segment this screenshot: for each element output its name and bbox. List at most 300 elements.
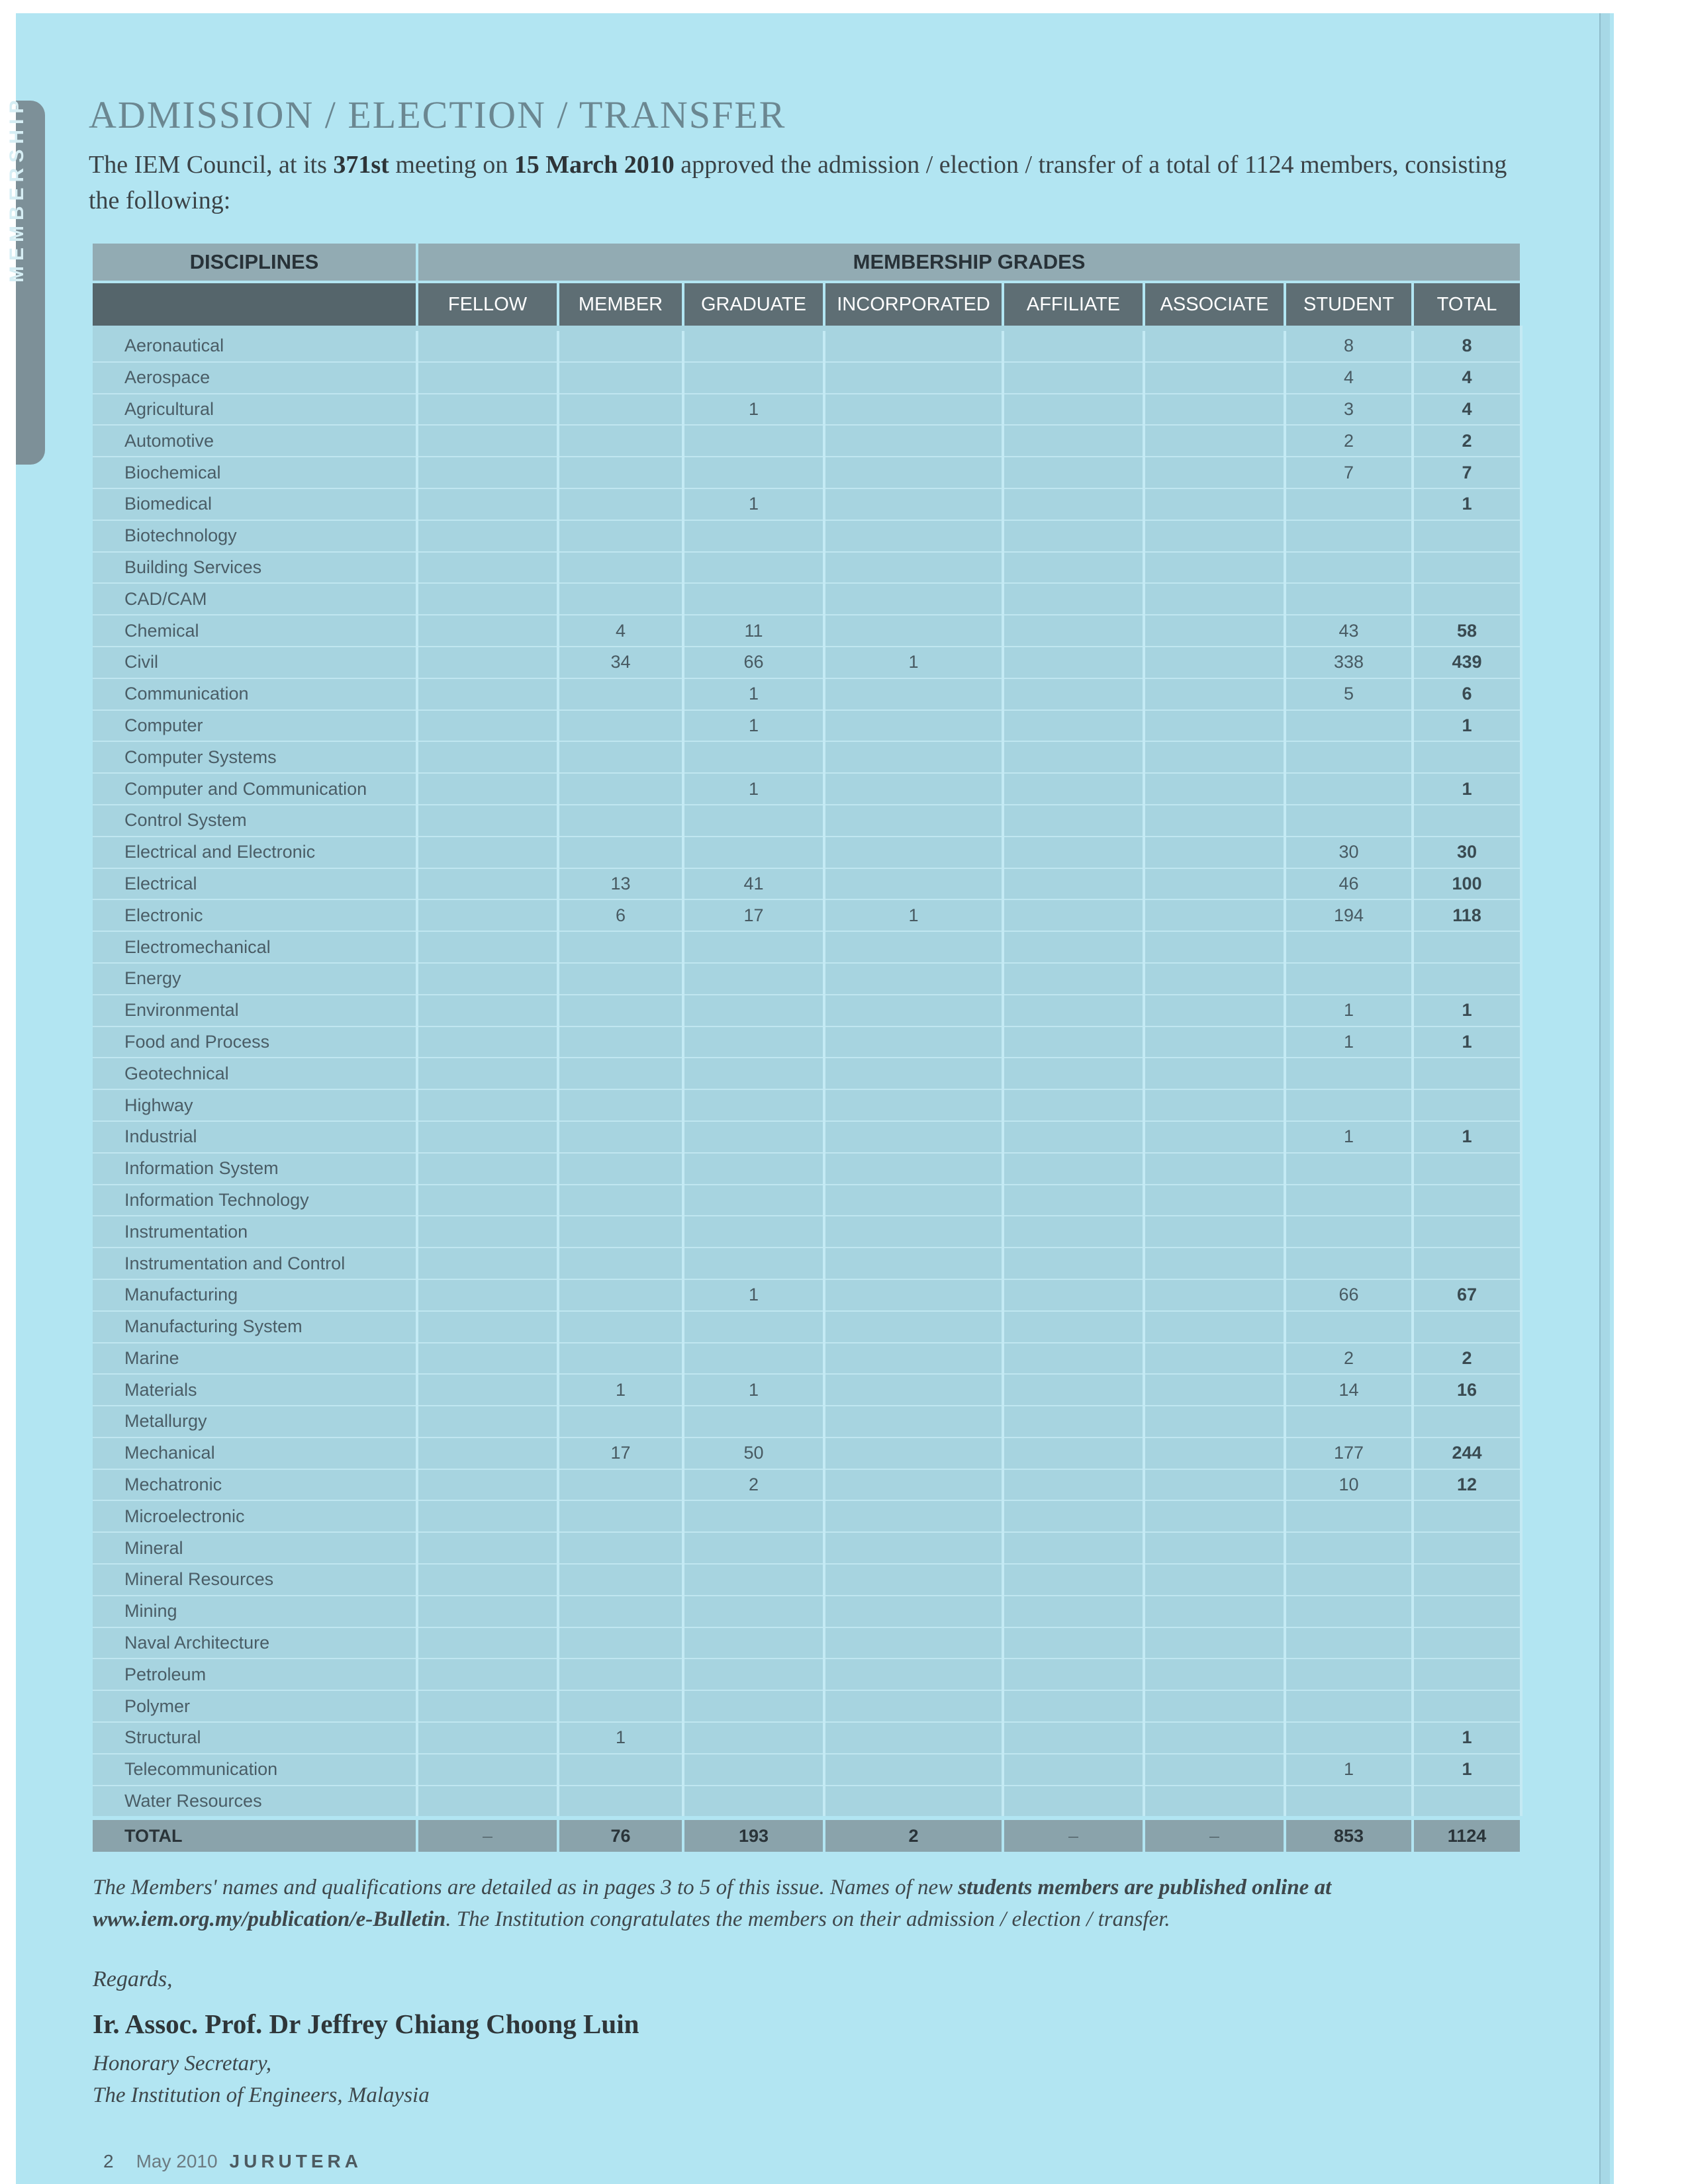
grade-count-cell xyxy=(417,1185,558,1216)
grade-count-cell xyxy=(558,457,683,488)
table-row xyxy=(93,741,1521,773)
row-total-cell: 1 xyxy=(1413,710,1521,742)
grade-count-cell xyxy=(1144,1627,1285,1659)
grade-count-cell xyxy=(558,1532,683,1564)
grade-count-cell xyxy=(1285,1722,1413,1754)
discipline-name: Civil xyxy=(93,647,417,678)
grade-count-cell xyxy=(558,710,683,742)
row-total-cell xyxy=(1413,1089,1521,1121)
grade-count-cell xyxy=(1003,805,1144,837)
membership-grid xyxy=(93,244,1523,1852)
row-total-cell: 439 xyxy=(1413,647,1521,678)
row-total-cell: 4 xyxy=(1413,362,1521,394)
total-cell: 76 xyxy=(558,1818,683,1852)
grade-count-cell xyxy=(824,583,1003,615)
row-total-cell: 1 xyxy=(1413,1722,1521,1754)
grade-count-cell: 1 xyxy=(824,899,1003,931)
grade-count-cell xyxy=(1003,1248,1144,1279)
section-side-tab: MEMBERSHIP xyxy=(16,101,45,465)
row-total-cell: 7 xyxy=(1413,457,1521,488)
grade-count-cell: 1 xyxy=(824,647,1003,678)
grade-count-cell xyxy=(417,331,558,362)
grade-count-cell: 338 xyxy=(1285,647,1413,678)
grade-count-cell xyxy=(558,1343,683,1375)
grade-count-cell xyxy=(824,1627,1003,1659)
grade-count-cell xyxy=(558,1690,683,1722)
grade-count-cell xyxy=(558,1754,683,1786)
table-row xyxy=(93,1627,1521,1659)
grade-count-cell xyxy=(824,931,1003,963)
row-total-cell: 100 xyxy=(1413,868,1521,900)
discipline-name: Manufacturing System xyxy=(93,1311,417,1343)
grade-count-cell xyxy=(824,1248,1003,1279)
grade-count-cell xyxy=(1003,1722,1144,1754)
discipline-name: Biotechnology xyxy=(93,520,417,552)
row-total-cell xyxy=(1413,1248,1521,1279)
grade-count-cell xyxy=(417,1279,558,1311)
grade-count-cell xyxy=(1144,710,1285,742)
grade-count-cell xyxy=(417,488,558,520)
discipline-name: Computer Systems xyxy=(93,741,417,773)
grade-count-cell: 1 xyxy=(1285,995,1413,1026)
discipline-name: Information System xyxy=(93,1153,417,1185)
grade-count-cell: 2 xyxy=(1285,425,1413,457)
row-total-cell xyxy=(1413,552,1521,584)
grade-count-cell xyxy=(824,1754,1003,1786)
grade-count-cell xyxy=(558,425,683,457)
grade-count-cell xyxy=(417,1754,558,1786)
issue-date: May 2010 xyxy=(136,2151,218,2171)
grade-count-cell xyxy=(1003,1406,1144,1437)
grade-count-cell xyxy=(824,488,1003,520)
grade-count-cell xyxy=(1144,963,1285,995)
row-total-cell: 1 xyxy=(1413,1026,1521,1058)
grade-count-cell xyxy=(417,520,558,552)
table-row xyxy=(93,1469,1521,1501)
grade-count-cell xyxy=(558,362,683,394)
disciplines-header-blank xyxy=(93,282,417,326)
grade-count-cell xyxy=(417,1311,558,1343)
table-row xyxy=(93,615,1521,647)
discipline-name: Communication xyxy=(93,678,417,710)
grade-count-cell: 6 xyxy=(558,899,683,931)
grade-count-cell xyxy=(1003,362,1144,394)
grade-count-cell: 1 xyxy=(1285,1121,1413,1153)
grade-count-cell xyxy=(824,1343,1003,1375)
grade-count-cell xyxy=(417,1627,558,1659)
discipline-name: Water Resources xyxy=(93,1786,417,1819)
grade-count-cell xyxy=(1144,868,1285,900)
grade-count-cell xyxy=(824,1659,1003,1690)
discipline-name: Automotive xyxy=(93,425,417,457)
grade-count-cell xyxy=(1144,1121,1285,1153)
grade-count-cell xyxy=(683,995,824,1026)
grade-count-cell xyxy=(1285,1248,1413,1279)
grade-count-cell: 10 xyxy=(1285,1469,1413,1501)
grade-count-cell xyxy=(1144,899,1285,931)
table-row xyxy=(93,1564,1521,1596)
grade-count-cell: 194 xyxy=(1285,899,1413,931)
grade-count-cell xyxy=(1003,425,1144,457)
grade-count-cell xyxy=(1003,520,1144,552)
page-footer xyxy=(103,2151,362,2172)
discipline-name: Biomedical xyxy=(93,488,417,520)
grade-count-cell xyxy=(824,837,1003,868)
grade-count-cell: 11 xyxy=(683,615,824,647)
discipline-name: Highway xyxy=(93,1089,417,1121)
intro-text: The IEM Council, at its xyxy=(89,151,334,179)
table-row xyxy=(93,583,1521,615)
grade-count-cell xyxy=(1144,995,1285,1026)
discipline-name: Chemical xyxy=(93,615,417,647)
discipline-name: Mineral Resources xyxy=(93,1564,417,1596)
grade-count-cell xyxy=(1144,1374,1285,1406)
table-row xyxy=(93,837,1521,868)
grade-count-cell xyxy=(683,1058,824,1089)
grade-count-cell: 2 xyxy=(1285,1343,1413,1375)
row-total-cell xyxy=(1413,1786,1521,1819)
grade-count-cell xyxy=(417,457,558,488)
table-row xyxy=(93,1089,1521,1121)
membership-table xyxy=(93,244,1521,1852)
discipline-name: Environmental xyxy=(93,995,417,1026)
grade-count-cell: 1 xyxy=(1285,1754,1413,1786)
discipline-name: Naval Architecture xyxy=(93,1627,417,1659)
table-row xyxy=(93,488,1521,520)
grade-count-cell xyxy=(683,1722,824,1754)
discipline-name: Instrumentation and Control xyxy=(93,1248,417,1279)
table-row xyxy=(93,963,1521,995)
row-total-cell xyxy=(1413,1153,1521,1185)
grade-count-cell xyxy=(417,1469,558,1501)
grade-count-cell xyxy=(1003,1026,1144,1058)
grade-count-cell xyxy=(824,710,1003,742)
grade-count-cell xyxy=(1144,1596,1285,1627)
grade-count-cell xyxy=(683,1690,824,1722)
grade-count-cell xyxy=(683,1564,824,1596)
table-row xyxy=(93,1311,1521,1343)
table-row xyxy=(93,1406,1521,1437)
grade-count-cell xyxy=(558,1406,683,1437)
table-row xyxy=(93,773,1521,805)
grade-count-cell xyxy=(558,741,683,773)
intro-text: meeting on xyxy=(389,151,514,179)
row-total-cell: 58 xyxy=(1413,615,1521,647)
grade-count-cell xyxy=(417,394,558,426)
grade-count-cell xyxy=(824,805,1003,837)
grade-count-cell xyxy=(558,1216,683,1248)
grade-count-cell xyxy=(824,963,1003,995)
column-header: AFFILIATE xyxy=(1003,282,1144,326)
grade-count-cell: 3 xyxy=(1285,394,1413,426)
grade-count-cell xyxy=(1144,1153,1285,1185)
grade-count-cell xyxy=(417,995,558,1026)
discipline-name: Electrical xyxy=(93,868,417,900)
row-total-cell: 118 xyxy=(1413,899,1521,931)
grade-count-cell xyxy=(824,362,1003,394)
grade-count-cell xyxy=(1144,1406,1285,1437)
grade-count-cell xyxy=(417,1659,558,1690)
row-total-cell xyxy=(1413,1690,1521,1722)
grade-count-cell: 17 xyxy=(683,899,824,931)
grade-count-cell xyxy=(824,1058,1003,1089)
grade-count-cell xyxy=(558,1311,683,1343)
row-total-cell xyxy=(1413,741,1521,773)
grade-count-cell xyxy=(1144,1279,1285,1311)
table-row xyxy=(93,1754,1521,1786)
row-total-cell xyxy=(1413,1596,1521,1627)
intro-paragraph xyxy=(89,147,1532,218)
grade-count-cell xyxy=(558,1121,683,1153)
grade-count-cell: 1 xyxy=(683,710,824,742)
grade-count-cell xyxy=(683,963,824,995)
grade-count-cell xyxy=(558,1153,683,1185)
grade-count-cell xyxy=(417,805,558,837)
grade-count-cell xyxy=(683,1754,824,1786)
discipline-name: Food and Process xyxy=(93,1026,417,1058)
grade-count-cell xyxy=(824,1786,1003,1819)
grade-count-cell xyxy=(683,552,824,584)
grade-count-cell xyxy=(417,1153,558,1185)
table-row xyxy=(93,678,1521,710)
grade-count-cell: 66 xyxy=(683,647,824,678)
grade-count-cell: 7 xyxy=(1285,457,1413,488)
grade-count-cell xyxy=(1285,741,1413,773)
grade-count-cell xyxy=(1003,868,1144,900)
row-total-cell: 6 xyxy=(1413,678,1521,710)
discipline-name: Building Services xyxy=(93,552,417,584)
grade-count-cell: 30 xyxy=(1285,837,1413,868)
table-row xyxy=(93,1121,1521,1153)
grade-count-cell xyxy=(824,1596,1003,1627)
grade-count-cell xyxy=(1144,647,1285,678)
grade-count-cell xyxy=(1285,1596,1413,1627)
grade-count-cell xyxy=(1144,1786,1285,1819)
grade-count-cell: 8 xyxy=(1285,331,1413,362)
regards: Regards, xyxy=(93,1967,173,1991)
discipline-name: Microelectronic xyxy=(93,1500,417,1532)
grade-count-cell xyxy=(1144,1500,1285,1532)
grade-count-cell xyxy=(1003,1153,1144,1185)
discipline-name: Aeronautical xyxy=(93,331,417,362)
grade-count-cell: 177 xyxy=(1285,1437,1413,1469)
discipline-name: Manufacturing xyxy=(93,1279,417,1311)
grade-count-cell xyxy=(1285,1690,1413,1722)
grade-count-cell xyxy=(683,1596,824,1627)
table-row xyxy=(93,1690,1521,1722)
grade-count-cell xyxy=(558,1089,683,1121)
grade-count-cell xyxy=(824,520,1003,552)
grade-count-cell xyxy=(558,1185,683,1216)
grade-count-cell xyxy=(1144,394,1285,426)
grade-count-cell xyxy=(417,1216,558,1248)
grade-count-cell xyxy=(558,1659,683,1690)
grade-count-cell xyxy=(1003,773,1144,805)
grade-count-cell: 1 xyxy=(683,1279,824,1311)
grade-count-cell xyxy=(417,1564,558,1596)
grade-count-cell xyxy=(1285,805,1413,837)
grade-count-cell xyxy=(1003,1500,1144,1532)
grade-count-cell xyxy=(683,1248,824,1279)
grade-count-cell xyxy=(824,1406,1003,1437)
row-total-cell: 1 xyxy=(1413,488,1521,520)
grade-count-cell xyxy=(417,678,558,710)
table-row xyxy=(93,1532,1521,1564)
table-row xyxy=(93,331,1521,362)
grade-count-cell xyxy=(683,362,824,394)
grade-count-cell xyxy=(1144,1690,1285,1722)
row-total-cell: 30 xyxy=(1413,837,1521,868)
grade-count-cell xyxy=(1003,837,1144,868)
intro-text: approved the admission / election / transfer of a total of 1124 members, consisting the following: xyxy=(89,151,1507,214)
grade-count-cell xyxy=(417,741,558,773)
grade-count-cell xyxy=(1285,710,1413,742)
grade-count-cell: 1 xyxy=(683,773,824,805)
row-total-cell: 244 xyxy=(1413,1437,1521,1469)
discipline-name: Telecommunication xyxy=(93,1754,417,1786)
grade-count-cell xyxy=(683,1343,824,1375)
grade-count-cell xyxy=(558,1026,683,1058)
discipline-name: Industrial xyxy=(93,1121,417,1153)
total-cell: – xyxy=(1144,1818,1285,1852)
table-body xyxy=(93,326,1521,1818)
grade-count-cell xyxy=(824,1153,1003,1185)
meeting-date: 15 March 2010 xyxy=(514,151,675,179)
grade-count-cell xyxy=(824,1216,1003,1248)
grade-count-cell xyxy=(683,331,824,362)
grade-count-cell xyxy=(1285,552,1413,584)
grade-count-cell xyxy=(824,331,1003,362)
grade-count-cell: 46 xyxy=(1285,868,1413,900)
grade-count-cell xyxy=(1003,1343,1144,1375)
grade-count-cell xyxy=(1285,520,1413,552)
grade-count-cell xyxy=(1285,1406,1413,1437)
grade-count-cell xyxy=(558,1596,683,1627)
grade-count-cell xyxy=(683,1026,824,1058)
grade-count-cell xyxy=(558,963,683,995)
grade-count-cell xyxy=(417,1058,558,1089)
total-label: TOTAL xyxy=(93,1818,417,1852)
discipline-name: Electronic xyxy=(93,899,417,931)
grade-count-cell: 1 xyxy=(683,1374,824,1406)
grade-count-cell xyxy=(417,1089,558,1121)
grade-count-cell xyxy=(1003,1437,1144,1469)
table-row xyxy=(93,1659,1521,1690)
grade-count-cell: 41 xyxy=(683,868,824,900)
grade-count-cell xyxy=(558,552,683,584)
table-row xyxy=(93,1058,1521,1089)
table-row xyxy=(93,1437,1521,1469)
total-row xyxy=(93,1818,1521,1852)
grade-count-cell xyxy=(1144,1722,1285,1754)
discipline-name: Energy xyxy=(93,963,417,995)
grade-count-cell: 66 xyxy=(1285,1279,1413,1311)
grade-count-cell xyxy=(1003,1786,1144,1819)
table-row xyxy=(93,899,1521,931)
grade-count-cell xyxy=(558,1564,683,1596)
table-row xyxy=(93,425,1521,457)
grade-count-cell xyxy=(1003,331,1144,362)
grade-count-cell xyxy=(1144,1659,1285,1690)
magazine-name: JURUTERA xyxy=(229,2151,363,2171)
grade-count-cell xyxy=(558,837,683,868)
grade-count-cell xyxy=(1144,457,1285,488)
grade-count-cell xyxy=(417,1406,558,1437)
grade-count-cell xyxy=(683,805,824,837)
grade-count-cell: 43 xyxy=(1285,615,1413,647)
grade-count-cell xyxy=(1144,583,1285,615)
grade-count-cell xyxy=(558,678,683,710)
grade-count-cell xyxy=(1144,741,1285,773)
grade-count-cell xyxy=(824,1722,1003,1754)
grade-count-cell xyxy=(1003,1216,1144,1248)
grade-count-cell xyxy=(1003,457,1144,488)
grade-count-cell xyxy=(1003,899,1144,931)
grade-count-cell xyxy=(1003,1374,1144,1406)
total-cell: – xyxy=(417,1818,558,1852)
grade-count-cell xyxy=(417,1248,558,1279)
row-total-cell xyxy=(1413,805,1521,837)
discipline-name: Mechatronic xyxy=(93,1469,417,1501)
row-total-cell xyxy=(1413,1500,1521,1532)
grade-count-cell: 4 xyxy=(558,615,683,647)
grade-count-cell xyxy=(824,1185,1003,1216)
grade-count-cell xyxy=(824,741,1003,773)
grade-count-cell xyxy=(417,868,558,900)
membership-grades-header: MEMBERSHIP GRADES xyxy=(417,244,1521,282)
grade-count-cell xyxy=(683,1406,824,1437)
meeting-number: 371st xyxy=(333,151,389,179)
grade-count-cell xyxy=(683,1185,824,1216)
grade-count-cell xyxy=(1285,1185,1413,1216)
grade-count-cell xyxy=(1144,837,1285,868)
grade-count-cell xyxy=(1003,1279,1144,1311)
grade-count-cell xyxy=(683,741,824,773)
grade-count-cell xyxy=(824,615,1003,647)
grade-count-cell xyxy=(824,1374,1003,1406)
column-header: MEMBER xyxy=(558,282,683,326)
grade-count-cell: 1 xyxy=(683,394,824,426)
total-cell: 193 xyxy=(683,1818,824,1852)
grade-count-cell xyxy=(1285,1216,1413,1248)
grade-count-cell xyxy=(1144,1026,1285,1058)
grade-count-cell xyxy=(558,1248,683,1279)
discipline-name: Mineral xyxy=(93,1532,417,1564)
grade-count-cell: 1 xyxy=(1285,1026,1413,1058)
grade-count-cell xyxy=(558,1786,683,1819)
table-row xyxy=(93,1374,1521,1406)
signer-title: Honorary Secretary, xyxy=(93,2052,272,2075)
row-total-cell xyxy=(1413,1058,1521,1089)
row-total-cell xyxy=(1413,1406,1521,1437)
grade-count-cell xyxy=(683,837,824,868)
grade-count-cell xyxy=(824,1532,1003,1564)
page-number: 2 xyxy=(103,2151,114,2171)
grade-count-cell xyxy=(1003,1089,1144,1121)
row-total-cell: 1 xyxy=(1413,773,1521,805)
grade-count-cell xyxy=(1144,1058,1285,1089)
grade-count-cell xyxy=(417,1026,558,1058)
grade-count-cell xyxy=(417,552,558,584)
column-header: GRADUATE xyxy=(683,282,824,326)
discipline-name: Aerospace xyxy=(93,362,417,394)
table-row xyxy=(93,931,1521,963)
row-total-cell: 2 xyxy=(1413,425,1521,457)
grade-count-cell xyxy=(417,1500,558,1532)
grade-count-cell: 50 xyxy=(683,1437,824,1469)
grade-count-cell xyxy=(683,1500,824,1532)
grade-count-cell xyxy=(417,647,558,678)
